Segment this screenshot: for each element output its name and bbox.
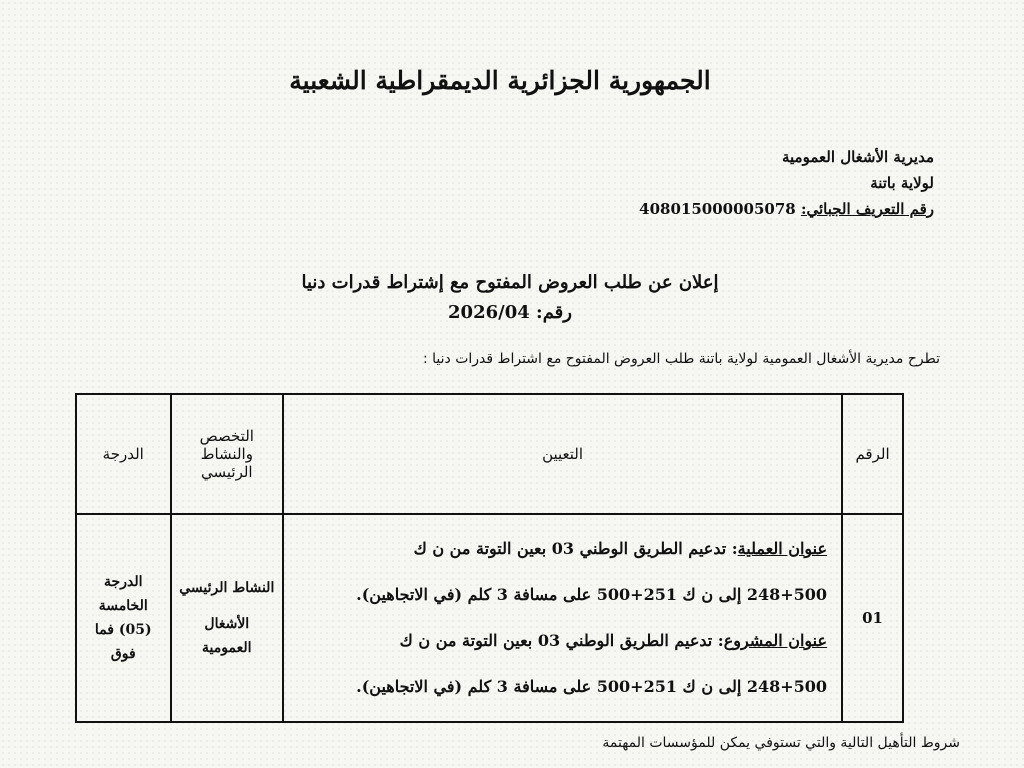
grade-line: (05) فما فوق xyxy=(94,622,152,662)
lots-table xyxy=(75,393,904,723)
header-specialty xyxy=(171,394,284,514)
operation-text-1: : تدعيم الطريق الوطني 03 بعين التوتة من ن ك xyxy=(413,539,738,558)
operation-label: عنوان العملية xyxy=(737,539,828,558)
announcement-number xyxy=(200,302,820,323)
header-designation: التعيين xyxy=(283,394,842,514)
directorate-name: مديرية الأشغال العمومية xyxy=(781,148,934,166)
table-row xyxy=(76,514,903,722)
row-grade xyxy=(76,514,171,722)
tax-id-value: 408015000005078 xyxy=(639,200,796,218)
table-header-row xyxy=(76,394,903,514)
announcement-number-label: رقم: xyxy=(536,302,572,323)
grade-line: الخامسة xyxy=(98,598,148,614)
project-text-1: : تدعيم الطريق الوطني 03 بعين التوتة من ن ك xyxy=(399,631,724,650)
grade-line: الدرجة xyxy=(104,574,143,590)
header-specialty-line: التخصص xyxy=(199,427,254,445)
project-line xyxy=(298,618,827,664)
tax-id-label: رقم التعريف الجبائي: xyxy=(800,200,934,218)
header-specialty-line: الرئيسي xyxy=(200,463,253,481)
header-number: الرقم xyxy=(842,394,903,514)
specialty-line: العمومية xyxy=(202,640,252,656)
operation-line xyxy=(298,526,827,572)
row-specialty xyxy=(171,514,284,722)
operation-text-2: 248+500 إلى ن ك 251+500 على مسافة 3 كلم (في الاتجاهين). xyxy=(356,585,828,604)
specialty-line: النشاط الرئيسي xyxy=(179,580,275,596)
header-grade: الدرجة xyxy=(76,394,171,514)
header-specialty-line: والنشاط xyxy=(200,445,253,463)
announcement-number-value: 2026/04 xyxy=(448,302,530,323)
republic-heading: الجمهورية الجزائرية الديمقراطية الشعبية xyxy=(289,66,711,95)
project-label: عنوان المشروع xyxy=(723,631,828,650)
qualification-conditions: شروط التأهيل التالية والتي تستوفي يمكن للمؤسسات المهتمة xyxy=(602,735,960,751)
specialty-line: الأشغال xyxy=(204,616,250,632)
wilaya-name: لولاية باتنة xyxy=(870,174,934,192)
row-designation xyxy=(283,514,842,722)
project-text-2: 248+500 إلى ن ك 251+500 على مسافة 3 كلم (في الاتجاهين). xyxy=(356,677,828,696)
row-number: 01 xyxy=(842,514,903,722)
tax-id-row xyxy=(600,196,934,222)
announcement-title: إعلان عن طلب العروض المفتوح مع إشتراط قدرات دنيا xyxy=(301,272,719,293)
issuer-block xyxy=(600,144,934,222)
announcement-intro: تطرح مديرية الأشغال العمومية لولاية باتنة طلب العروض المفتوح مع اشتراط قدرات دنيا : xyxy=(422,351,940,367)
